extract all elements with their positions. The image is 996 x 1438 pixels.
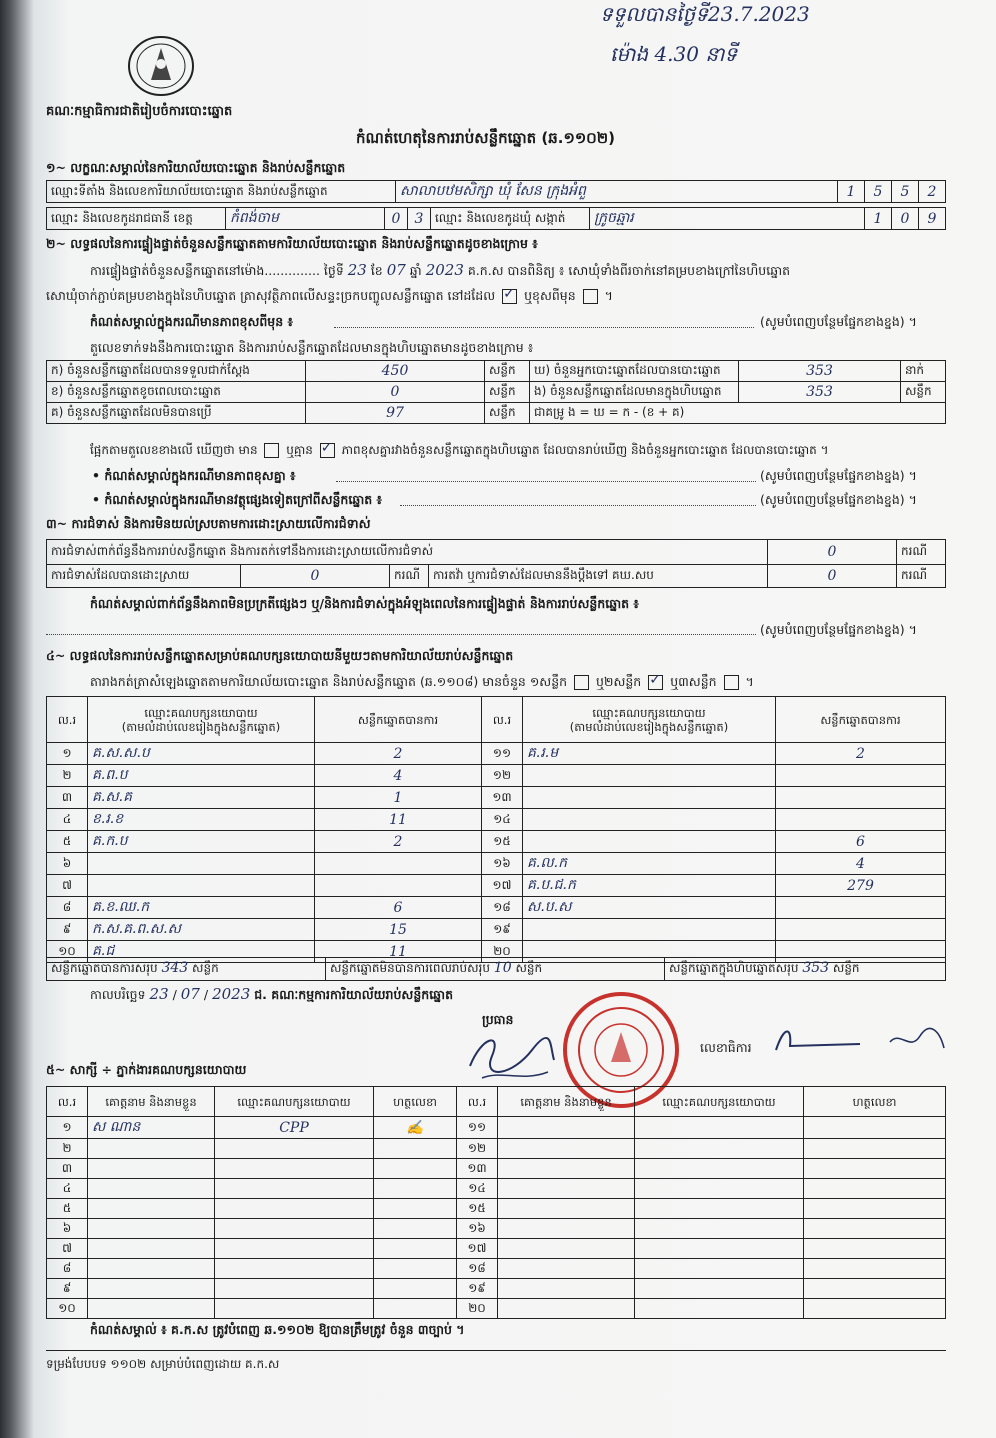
row-number: ១៥: [482, 831, 523, 853]
vote-count: 279: [776, 875, 946, 897]
complaints-appeal-value: 0: [768, 565, 897, 588]
signing-date-label: កាលបរិច្ឆេទ: [90, 987, 146, 1002]
vote-count: 4: [776, 853, 946, 875]
has-difference-checkbox[interactable]: [264, 443, 279, 458]
table-row: [47, 1219, 946, 1239]
table-row: [47, 765, 946, 787]
location-label: ឈ្មោះទីតាំង និងលេខការិយាល័យបោះឆ្នោត និងរាប់សន្លឹកឆ្នោត: [47, 181, 396, 203]
agent-party: [635, 1219, 804, 1239]
complaints-table: [46, 539, 946, 588]
commune-digit: 1: [865, 208, 892, 230]
province-value: កំពង់ចាម: [226, 208, 385, 230]
agent-party: [215, 1279, 374, 1299]
difference-note-line[interactable]: [336, 481, 756, 482]
unused-value: 97: [306, 403, 485, 424]
agent-name: [88, 1139, 215, 1159]
row-number: ៦: [47, 1219, 88, 1239]
row-number: ៣: [47, 787, 88, 809]
row-number: ១: [47, 1117, 88, 1139]
table-row: [47, 897, 946, 919]
unit-label: នាក់: [901, 361, 946, 382]
complaints-total-label: ការជំទាស់ពាក់ព័ន្ធនឹងការរាប់សន្លឹកឆ្នោត និងការតក់ទៅនឹងការដោះស្រាយលើការជំទាស់: [47, 540, 768, 565]
table-row: [47, 1117, 946, 1139]
table-row: [47, 1159, 946, 1179]
section5-heading: ៥~ សាក្សី ÷ ភ្នាក់ងារគណបក្សនយោបាយ: [46, 1062, 247, 1077]
tally-sheets-line: តារាងកត់ត្រាសំឡេងឆ្នោតតាមការិយាល័យបោះឆ្នោត និងរាប់សន្លឹកឆ្នោត (ឆ.១១០៨) មានចំនួន ១សន្លឹក ឬ២សន្លឹក ✓ ឬ៣សន្លឹក ។: [90, 674, 754, 690]
difference-text: ភាពខុសគ្នារវាងចំនួនសន្លឹកឆ្នោតក្នុងហិបឆ្នោត ដែលបានរាប់ឃើញ និងចំនួនអ្នកបោះឆ្នោត ដែលបានបោះឆ្នោត ។: [341, 443, 829, 457]
commune-value: ក្រូចឆ្មារ: [590, 208, 865, 230]
row-number: ១៨: [482, 897, 523, 919]
row-number: ១៥: [457, 1199, 498, 1219]
section4-heading: ៤~ លទ្ធផលនៃការរាប់សន្លឹកឆ្នោតសម្រាប់គណបក្សនយោបាយនីមួយៗតាមការិយាល័យរាប់សន្លឹកឆ្នោត: [46, 648, 514, 663]
party-name: [523, 831, 776, 853]
three-sheets-checkbox[interactable]: [724, 675, 739, 690]
agent-signature: ✍: [374, 1117, 457, 1139]
voters-value: 353: [739, 361, 901, 382]
unit-label: សន្លឹក: [485, 361, 530, 382]
col-party: [88, 697, 315, 743]
col-party-title: ឈ្មោះគណបក្សនយោបាយ: [592, 705, 706, 720]
location-digit: 1: [838, 181, 865, 203]
agent-name: [88, 1199, 215, 1219]
party-name: គ.ក.ប: [88, 831, 315, 853]
complaints-total-value: 0: [768, 540, 897, 565]
agent-name: [88, 1299, 215, 1319]
col-no: ល.រ: [482, 697, 523, 743]
col-name: គោត្តនាម និងនាមខ្លួន: [498, 1087, 635, 1117]
tally-sheets-text: ឬ៣សន្លឹក: [670, 674, 717, 689]
table-row: [47, 875, 946, 897]
tally-sheets-text: ឬ២សន្លឹក: [596, 674, 642, 689]
commune-digit: 0: [892, 208, 919, 230]
table-row: [47, 809, 946, 831]
agent-name: [498, 1239, 635, 1259]
table-row: [47, 919, 946, 941]
agent-name: [88, 1279, 215, 1299]
figures-intro: តួលេខទាក់ទងនឹងការបោះឆ្នោត និងការរាប់សន្លឹកឆ្នោតដែលមានក្នុងហិបឆ្នោតមានដូចខាងក្រោម ៖: [90, 340, 534, 355]
agent-name: [498, 1159, 635, 1179]
row-number: ៧: [47, 875, 88, 897]
col-sign: ហត្ថលេខា: [804, 1087, 946, 1117]
party-name: ស.ប.ស: [523, 897, 776, 919]
agent-party: [635, 1279, 804, 1299]
agent-signature: [374, 1179, 457, 1199]
vote-count: 11: [315, 809, 482, 831]
col-party-subtitle: (តាមលំដាប់លេខរៀងក្នុងសន្លឹកឆ្នោត): [569, 719, 729, 734]
agent-signature: [374, 1219, 457, 1239]
verification-year: 2023: [425, 261, 464, 279]
location-table: [46, 180, 946, 203]
col-party: ឈ្មោះគណបក្សនយោបាយ: [215, 1087, 374, 1117]
row-number: ១០: [47, 941, 88, 963]
agent-name: [88, 1179, 215, 1199]
row-number: ១៧: [482, 875, 523, 897]
party-name: [523, 787, 776, 809]
row-number: ១៨: [457, 1259, 498, 1279]
total-valid-value: 343: [161, 960, 189, 976]
row-number: ៨: [47, 1259, 88, 1279]
no-difference-checkbox[interactable]: [320, 443, 335, 458]
secretary-label: លេខាធិការ: [700, 1040, 752, 1055]
agent-party: [215, 1179, 374, 1199]
verification-text: គ.ក.ស បានពិនិត្យ ៖ សោឃុំទាំងពីរចាក់នៅគម្របខាងក្រៅនៃហិបឆ្នោត: [467, 263, 791, 278]
location-digit: 5: [865, 181, 892, 203]
row-number: ១៩: [457, 1279, 498, 1299]
total-box-value: 353: [802, 960, 830, 976]
location-digit: 5: [892, 181, 919, 203]
agent-signature: [374, 1199, 457, 1219]
vote-count: 6: [315, 897, 482, 919]
party-name: គ.ស.គ: [88, 787, 315, 809]
table-row: [47, 1199, 946, 1219]
col-party-title: ឈ្មោះគណបក្សនយោបាយ: [144, 705, 258, 720]
in-box-label: ង) ចំនួនសន្លឹកឆ្នោតដែលមានក្នុងហិបឆ្នោត: [530, 382, 739, 403]
in-box-value: 353: [739, 382, 901, 403]
row-number: ១: [47, 743, 88, 765]
row-number: ១៧: [457, 1239, 498, 1259]
complaints-resolved-value: 0: [241, 565, 390, 588]
col-no: ល.រ: [47, 697, 88, 743]
secretary-signature-icon: [770, 1022, 950, 1062]
total-valid-cell: [47, 958, 326, 981]
changed-checkbox[interactable]: [583, 289, 598, 304]
row-number: ៦: [47, 853, 88, 875]
unit-label: ករណី: [897, 540, 946, 565]
agent-party: [215, 1239, 374, 1259]
agent-party: [635, 1159, 804, 1179]
agent-party: [635, 1117, 804, 1139]
table-row: [47, 787, 946, 809]
irregularity-note-label: កំណត់សម្គាល់ពាក់ព័ន្ធនឹងភាពមិនប្រក្រតីផ្សេងៗ ឬ/និងការជំទាស់ក្នុងអំឡុងពេលនៃការផ្ទៀងផ្ទាត់ និងការរាប់សន្លឹកឆ្នោត ៖: [90, 596, 639, 611]
row-number: ៥: [47, 831, 88, 853]
agent-signature: [804, 1239, 946, 1259]
vote-count: 15: [315, 919, 482, 941]
row-number: ៤: [47, 809, 88, 831]
difference-text: ផ្អែកតាមតួលេខខាងលើ ឃើញថា មាន: [90, 443, 258, 457]
col-party: [523, 697, 776, 743]
agent-signature: [374, 1279, 457, 1299]
form-usage-note: ទម្រង់បែបបទ ១១០២ សម្រាប់បំពេញដោយ គ.ក.ស: [46, 1357, 280, 1371]
agent-signature: [804, 1159, 946, 1179]
province-digit: 3: [408, 208, 431, 230]
unit-label: សន្លឹក: [515, 961, 543, 975]
formula: ជាគម្រូ ង = ឃ = ក - (ខ + គ): [530, 403, 946, 424]
agent-name: [88, 1239, 215, 1259]
row-number: ៤: [47, 1179, 88, 1199]
vote-count: [776, 897, 946, 919]
agent-signature: [374, 1139, 457, 1159]
foreign-object-note-line[interactable]: [400, 505, 756, 506]
party-name: [88, 875, 315, 897]
row-number: ២០: [457, 1299, 498, 1319]
one-sheet-checkbox[interactable]: [574, 675, 589, 690]
tally-sheets-text: តារាងកត់ត្រាសំឡេងឆ្នោតតាមការិយាល័យបោះឆ្នោត និងរាប់សន្លឹកឆ្នោត (ឆ.១១០៨) មានចំនួន ១សន្លឹក: [90, 674, 568, 689]
vote-count: 11: [315, 941, 482, 963]
received-label: ក) ចំនួនសន្លឹកឆ្នោតដែលបានទទួលជាក់ស្តែង: [47, 361, 306, 382]
row-number: ១២: [457, 1139, 498, 1159]
unit-label: សន្លឹក: [485, 403, 530, 424]
agent-party: [215, 1259, 374, 1279]
section1-heading: ១~ លក្ខណៈសម្គាល់នៃការិយាល័យបោះឆ្នោត និងរាប់សន្លឹកឆ្នោត: [46, 160, 346, 175]
chair-signature-icon: [462, 1026, 562, 1086]
party-name: គ.ជ: [88, 941, 315, 963]
table-row: [47, 831, 946, 853]
agent-signature: [804, 1139, 946, 1159]
agent-name: [88, 1159, 215, 1179]
party-name: គ.ប.ជ.ក: [523, 875, 776, 897]
unit-label: សន្លឹក: [192, 961, 219, 975]
difference-text: ឬគ្មាន: [286, 443, 313, 457]
difference-note-hint: (សូមបំពេញបន្ថែមផ្នែកខាងខ្នង) ។: [760, 314, 917, 329]
row-number: ១១: [457, 1117, 498, 1139]
party-name: ក.ស.គ.ព.ស.ស: [88, 919, 315, 941]
row-number: ១២: [482, 765, 523, 787]
signing-year: 2023: [212, 985, 251, 1003]
form-title: កំណត់ហេតុនៃការរាប់សន្លឹកឆ្នោត (ឆ.១១០២): [356, 129, 616, 147]
difference-note-label: កំណត់សម្គាល់ក្នុងករណីមានភាពខុសពីមុន ៖: [90, 314, 294, 329]
commune-label: ឈ្មោះ និងលេខកូដឃុំ សង្កាត់: [431, 208, 590, 230]
verification-day: 23: [347, 261, 367, 279]
seal-status-line: សោឃុំចាក់ភ្ជាប់គម្របខាងក្នុងនៃហិបឆ្នោត ត្រាសុវត្ថិភាពលើសន្ទះច្រកបញ្ចូលសន្លឹកឆ្នោត នៅដដែល ✓ ឬខុសពីមុន ។: [46, 288, 613, 304]
section3-heading: ៣~ ការជំទាស់ និងការមិនយល់ស្របតាមការដោះស្រាយលើការជំទាស់: [46, 516, 371, 531]
row-number: ១៣: [482, 787, 523, 809]
vote-count: 6: [776, 831, 946, 853]
vote-count: [776, 765, 946, 787]
col-name: គោត្តនាម និងនាមខ្លួន: [88, 1087, 215, 1117]
ballot-figures-table: [46, 360, 946, 424]
agent-party: [215, 1159, 374, 1179]
col-no: ល.រ: [47, 1087, 88, 1117]
agent-signature: [374, 1259, 457, 1279]
voters-label: ឃ) ចំនួនអ្នកបោះឆ្នោតដែលបានបោះឆ្នោត: [530, 361, 739, 382]
row-number: ៩: [47, 1279, 88, 1299]
agent-party: CPP: [215, 1117, 374, 1139]
row-number: ១៩: [482, 919, 523, 941]
agent-party: [635, 1139, 804, 1159]
row-number: ៥: [47, 1199, 88, 1219]
agent-signature: [374, 1299, 457, 1319]
signing-day: 23: [149, 985, 169, 1003]
difference-line: [90, 442, 829, 458]
signing-date-line: កាលបរិច្ឆេទ 23 / 07 / 2023 ជ. គណៈកម្មការការិយាល័យរាប់សន្លឹកឆ្នោត: [90, 985, 454, 1003]
col-no: ល.រ: [457, 1087, 498, 1117]
table-row: [47, 743, 946, 765]
total-valid-label: សន្លឹកឆ្នោតបានការសរុប: [51, 961, 158, 975]
agent-party: [635, 1179, 804, 1199]
vote-count: 1: [315, 787, 482, 809]
col-party: ឈ្មោះគណបក្សនយោបាយ: [635, 1087, 804, 1117]
party-name: [88, 853, 315, 875]
agent-signature: [804, 1179, 946, 1199]
agent-name: [498, 1299, 635, 1319]
party-name: គ.ខ.ឈ.ក: [88, 897, 315, 919]
complaints-appeal-label: ការតវ៉ា ឬការជំទាស់ដែលមាននឹងប្ដឹងទៅ គឃ.សប: [429, 565, 768, 588]
agent-party: [215, 1219, 374, 1239]
verification-line: [90, 262, 790, 279]
chair-label: ប្រធាន: [482, 1012, 514, 1027]
vote-count: 2: [776, 743, 946, 765]
total-box-cell: [665, 958, 946, 981]
agent-name: [498, 1259, 635, 1279]
vote-count: [776, 809, 946, 831]
handwritten-receipt-time: ម៉ោង 4.30 នាទី: [610, 42, 738, 66]
table-row: [47, 1139, 946, 1159]
total-invalid-cell: [326, 958, 665, 981]
foreign-object-bullet: • កំណត់សម្គាល់ក្នុងករណីមានវត្ថុផ្សេងទៀតក្រៅពីសន្លឹកឆ្នោត ៖: [92, 492, 383, 507]
table-row: [47, 1239, 946, 1259]
party-name: គ.ព.ប: [88, 765, 315, 787]
agent-signature: [374, 1239, 457, 1259]
two-sheets-checkbox[interactable]: [648, 675, 663, 690]
unit-label: សន្លឹក: [901, 382, 946, 403]
party-name: គ.រ.ម: [523, 743, 776, 765]
agent-signature: [804, 1219, 946, 1239]
unit-label: ករណី: [390, 565, 429, 588]
agent-name: [498, 1179, 635, 1199]
vote-count: 2: [315, 743, 482, 765]
verification-text: ការផ្ទៀងផ្ទាត់ចំនួនសន្លឹកឆ្នោតនៅម៉ោង.............. ថ្ងៃទី: [90, 263, 344, 278]
province-digit: 0: [385, 208, 408, 230]
signing-month: 07: [180, 985, 200, 1003]
table-row: [47, 1299, 946, 1319]
verification-text: ឆ្នាំ: [409, 263, 422, 278]
vote-count: [315, 853, 482, 875]
complaints-resolved-label: ការជំទាស់ដែលបានដោះស្រាយ: [47, 565, 241, 588]
vote-count: 2: [315, 831, 482, 853]
footer-divider: [46, 1350, 946, 1351]
verification-month: 07: [386, 261, 406, 279]
agent-party: [635, 1299, 804, 1319]
agent-signature: [804, 1299, 946, 1319]
row-number: ១១: [482, 743, 523, 765]
table-row: [47, 1179, 946, 1199]
section2-heading: ២~ លទ្ធផលនៃការផ្ទៀងផ្ទាត់ចំនួនសន្លឹកឆ្នោតតាមការិយាល័យបោះឆ្នោត និងរាប់សន្លឹកឆ្នោតដូចខាងក្រោម ៖: [46, 236, 538, 251]
row-number: ១៤: [482, 809, 523, 831]
agent-signature: [374, 1159, 457, 1179]
received-value: 450: [306, 361, 485, 382]
agent-party: [215, 1139, 374, 1159]
row-number: ២: [47, 765, 88, 787]
location-digit: 2: [919, 181, 946, 203]
row-number: ១៦: [457, 1219, 498, 1239]
party-name: ខ.រ.ខ: [88, 809, 315, 831]
agent-party: [635, 1199, 804, 1219]
agent-name: [88, 1259, 215, 1279]
commune-digit: 9: [919, 208, 946, 230]
total-invalid-value: 10: [493, 960, 512, 976]
agent-signature: [804, 1279, 946, 1299]
agent-name: [498, 1279, 635, 1299]
vote-count: 4: [315, 765, 482, 787]
spoiled-value: 0: [306, 382, 485, 403]
vote-count: [315, 875, 482, 897]
seal-status-text: ឬខុសពីមុន: [524, 288, 576, 303]
party-results-table: [46, 696, 946, 963]
province-label: ឈ្មោះ និងលេខកូដរាជធានី ខេត្ត: [47, 208, 226, 230]
agent-name: [498, 1139, 635, 1159]
col-sign: ហត្ថលេខា: [374, 1087, 457, 1117]
agent-party: [215, 1299, 374, 1319]
total-invalid-label: សន្លឹកឆ្នោតមិនបានការពេលរាប់សរុប: [330, 961, 490, 975]
party-name: [523, 809, 776, 831]
table-row: [47, 1279, 946, 1299]
nec-emblem-icon: [125, 34, 197, 98]
agent-name: [498, 1117, 635, 1139]
table-row: [47, 1259, 946, 1279]
hint-text: (សូមបំពេញបន្ថែមផ្នែកខាងខ្នង) ។: [760, 622, 917, 637]
unused-label: គ) ចំនួនសន្លឹកឆ្នោតដែលមិនបានប្រើ: [47, 403, 306, 424]
hint-text: (សូមបំពេញបន្ថែមផ្នែកខាងខ្នង) ។: [760, 492, 917, 507]
location-value: សាលាបឋមសិក្សា ឃុំ សែន ក្រុងអំពួ: [396, 181, 838, 203]
row-number: ១៤: [457, 1179, 498, 1199]
agent-signature: [804, 1199, 946, 1219]
row-number: ១៦: [482, 853, 523, 875]
party-name: [523, 919, 776, 941]
same-checkbox[interactable]: [502, 289, 517, 304]
totals-table: [46, 957, 946, 981]
spoiled-label: ខ) ចំនួនសន្លឹកឆ្នោតខូចពេលបោះឆ្នោត: [47, 382, 306, 403]
handwritten-receipt-date: ទទួលបានថ្ងៃទី23.7.2023: [600, 2, 810, 26]
difference-note-line[interactable]: [334, 327, 754, 328]
committee-label: ជ. គណៈកម្មការការិយាល័យរាប់សន្លឹកឆ្នោត: [254, 987, 454, 1002]
vote-count: [776, 787, 946, 809]
org-name: គណៈកម្មាធិការជាតិរៀបចំការបោះឆ្នោត: [46, 104, 233, 119]
col-party-subtitle: (តាមលំដាប់លេខរៀងក្នុងសន្លឹកឆ្នោត): [121, 719, 281, 734]
agent-party: [635, 1239, 804, 1259]
agent-party: [635, 1259, 804, 1279]
vote-count: [776, 919, 946, 941]
table-row: [47, 853, 946, 875]
verification-text: ខែ: [370, 263, 383, 278]
agent-name: ស ណាន: [88, 1117, 215, 1139]
unit-label: សន្លឹក: [485, 382, 530, 403]
row-number: ១០: [47, 1299, 88, 1319]
difference-bullet: • កំណត់សម្គាល់ក្នុងករណីមានភាពខុសគ្នា ៖: [92, 468, 296, 483]
row-number: ២: [47, 1139, 88, 1159]
agent-party: [215, 1199, 374, 1219]
total-box-label: សន្លឹកឆ្នោតក្នុងហិបឆ្នោតសរុប: [669, 961, 799, 975]
party-name: គ.ល.ក: [523, 853, 776, 875]
row-number: ៩: [47, 919, 88, 941]
row-number: ៨: [47, 897, 88, 919]
agent-signature: [804, 1259, 946, 1279]
party-name: គ.ស.ស.ប: [88, 743, 315, 765]
province-commune-table: [46, 207, 946, 230]
party-name: [523, 765, 776, 787]
row-number: ២០: [482, 941, 523, 963]
row-number: ១៣: [457, 1159, 498, 1179]
agent-name: [498, 1199, 635, 1219]
agent-name: [88, 1219, 215, 1239]
irregularity-note-line[interactable]: [46, 634, 756, 635]
seal-status-text: សោឃុំចាក់ភ្ជាប់គម្របខាងក្នុងនៃហិបឆ្នោត ត្រាសុវត្ថិភាពលើសន្ទះច្រកបញ្ចូលសន្លឹកឆ្នោត នៅដដែល: [46, 288, 496, 303]
unit-label: ករណី: [897, 565, 946, 588]
hint-text: (សូមបំពេញបន្ថែមផ្នែកខាងខ្នង) ។: [760, 468, 917, 483]
party-agents-table: [46, 1086, 946, 1319]
footer-note: កំណត់សម្គាល់ ៖ គ.ក.ស ត្រូវបំពេញ ឆ.១១០២ ឱ្យបានត្រឹមត្រូវ ចំនួន ៣ច្បាប់ ។: [90, 1322, 465, 1337]
agent-name: [498, 1219, 635, 1239]
row-number: ៧: [47, 1239, 88, 1259]
row-number: ៣: [47, 1159, 88, 1179]
col-votes: សន្លឹកឆ្នោតបានការ: [315, 697, 482, 743]
unit-label: សន្លឹក: [832, 961, 860, 975]
col-votes: សន្លឹកឆ្នោតបានការ: [776, 697, 946, 743]
agent-signature: [804, 1117, 946, 1139]
